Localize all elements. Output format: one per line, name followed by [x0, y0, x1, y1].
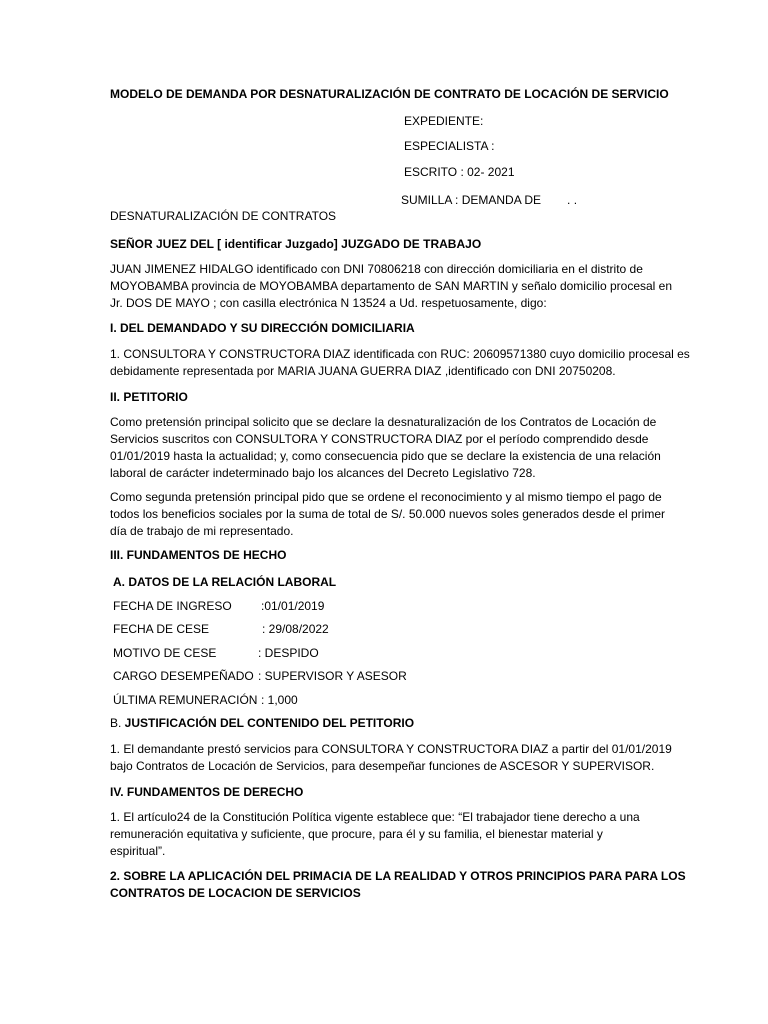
petitorio-line: Como pretensión principal solicito que se declare la desnaturalización de los Contratos de Locación de: [110, 415, 657, 429]
subsection-b-title: JUSTIFICACIÓN DEL CONTENIDO DEL PETITORIO: [124, 716, 415, 730]
subsection-b-prefix: B.: [110, 716, 125, 730]
derecho-heading-line: CONTRATOS DE LOCACION DE SERVICIOS: [110, 886, 361, 900]
intro-line: Jr. DOS DE MAYO ; con casilla electrónica N 13524 a Ud. respetuosamente, digo:: [110, 296, 547, 310]
petitorio-line: todos los beneficios sociales por la suma de total de S/. 50.000 nuevos soles generados desde el primer: [110, 507, 665, 521]
fact-value: : SUPERVISOR Y ASESOR: [258, 669, 407, 683]
derecho-line: espiritual”.: [110, 844, 166, 858]
section1-line: 1. CONSULTORA Y CONSTRUCTORA DIAZ identificada con RUC: 20609571380 cuyo domicilio procesal es: [110, 347, 690, 361]
section1-paragraph: [110, 346, 690, 380]
document-title: MODELO DE DEMANDA POR DESNATURALIZACIÓN DE CONTRATO DE LOCACIÓN DE SERVICIO: [110, 87, 669, 101]
addressee: SEÑOR JUEZ DEL [ identificar Juzgado] JUZGADO DE TRABAJO: [110, 237, 482, 251]
subsection-a-heading: A. DATOS DE LA RELACIÓN LABORAL: [113, 575, 337, 589]
derecho-line: remuneración equitativa y suficiente, que procure, para él y su familia, el bienestar material y: [110, 827, 603, 841]
intro-paragraph: [110, 261, 673, 312]
fact-value: : 29/08/2022: [262, 622, 329, 636]
intro-line: JUAN JIMENEZ HIDALGO identificado con DNI 70806218 con dirección domiciliaria en el distrito de: [110, 262, 643, 276]
petitorio-line: 01/01/2019 hasta la actualidad; y, como consecuencia pido que se declare la existencia de una relación: [110, 449, 661, 463]
fact-label: CARGO DESEMPEÑADO: [113, 669, 254, 683]
fact-value: :01/01/2019: [261, 599, 325, 613]
escrito-label: ESCRITO : 02- 2021: [404, 165, 515, 179]
expediente-label: EXPEDIENTE:: [404, 114, 484, 128]
derecho-paragraph-1: [110, 809, 658, 860]
derecho-line: 1. El artículo24 de la Constitución Política vigente establece que: “El trabajador tiene derecho a una: [110, 810, 640, 824]
petitorio-line: Como segunda pretensión principal pido que se ordene el reconocimiento y al mismo tiempo el pago de: [110, 490, 662, 504]
section4-heading: IV. FUNDAMENTOS DE DERECHO: [110, 785, 304, 799]
petitorio-paragraph-2: [110, 489, 665, 540]
subsection-b-paragraph: [110, 741, 672, 775]
petitorio-line: día de trabajo de mi representado.: [110, 524, 294, 538]
sumilla-dots: . .: [567, 193, 578, 207]
fact-label: FECHA DE CESE: [113, 622, 210, 636]
derecho-heading-line: 2. SOBRE LA APLICACIÓN DEL PRIMACIA DE LA REALIDAD Y OTROS PRINCIPIOS PARA PARA LOS: [110, 869, 686, 883]
petitorio-line: laboral de carácter indeterminado bajo los alcances del Decreto Legislativo 728.: [110, 466, 536, 480]
especialista-label: ESPECIALISTA :: [404, 139, 495, 153]
section3-heading: III. FUNDAMENTOS DE HECHO: [110, 548, 287, 562]
intro-line: MOYOBAMBA provincia de MOYOBAMBA departamento de SAN MARTIN y señalo domicilio procesal en: [110, 279, 673, 293]
subsection-b-line: bajo Contratos de Locación de Servicios, para desempeñar funciones de ASCESOR Y SUPERVISOR.: [110, 759, 655, 773]
fact-value: : 1,000: [261, 693, 298, 707]
fact-label: FECHA DE INGRESO: [113, 599, 232, 613]
fact-value: : DESPIDO: [258, 646, 319, 660]
sumilla-text: SUMILLA : DEMANDA DE: [401, 193, 542, 207]
section2-heading: II. PETITORIO: [110, 390, 188, 404]
section1-line: debidamente representada por MARIA JUANA GUERRA DIAZ ,identificado con DNI 20750208.: [110, 364, 616, 378]
sumilla-label: [401, 192, 577, 209]
subsection-b-line: 1. El demandante prestó servicios para CONSULTORA Y CONSTRUCTORA DIAZ a partir del 01/01/2019: [110, 742, 672, 756]
fact-label: MOTIVO DE CESE: [113, 646, 217, 660]
subsection-b-heading: [110, 715, 414, 732]
section1-heading: I. DEL DEMANDADO Y SU DIRECCIÓN DOMICILIARIA: [110, 321, 415, 335]
derecho-heading-2: [110, 868, 686, 902]
sumilla-continuation: DESNATURALIZACIÓN DE CONTRATOS: [110, 209, 337, 223]
petitorio-paragraph-1: [110, 414, 661, 482]
petitorio-line: Servicios suscritos con CONSULTORA Y CONSTRUCTORA DIAZ por el período comprendido desde: [110, 432, 649, 446]
fact-label: ÚLTIMA REMUNERACIÓN: [113, 693, 258, 707]
